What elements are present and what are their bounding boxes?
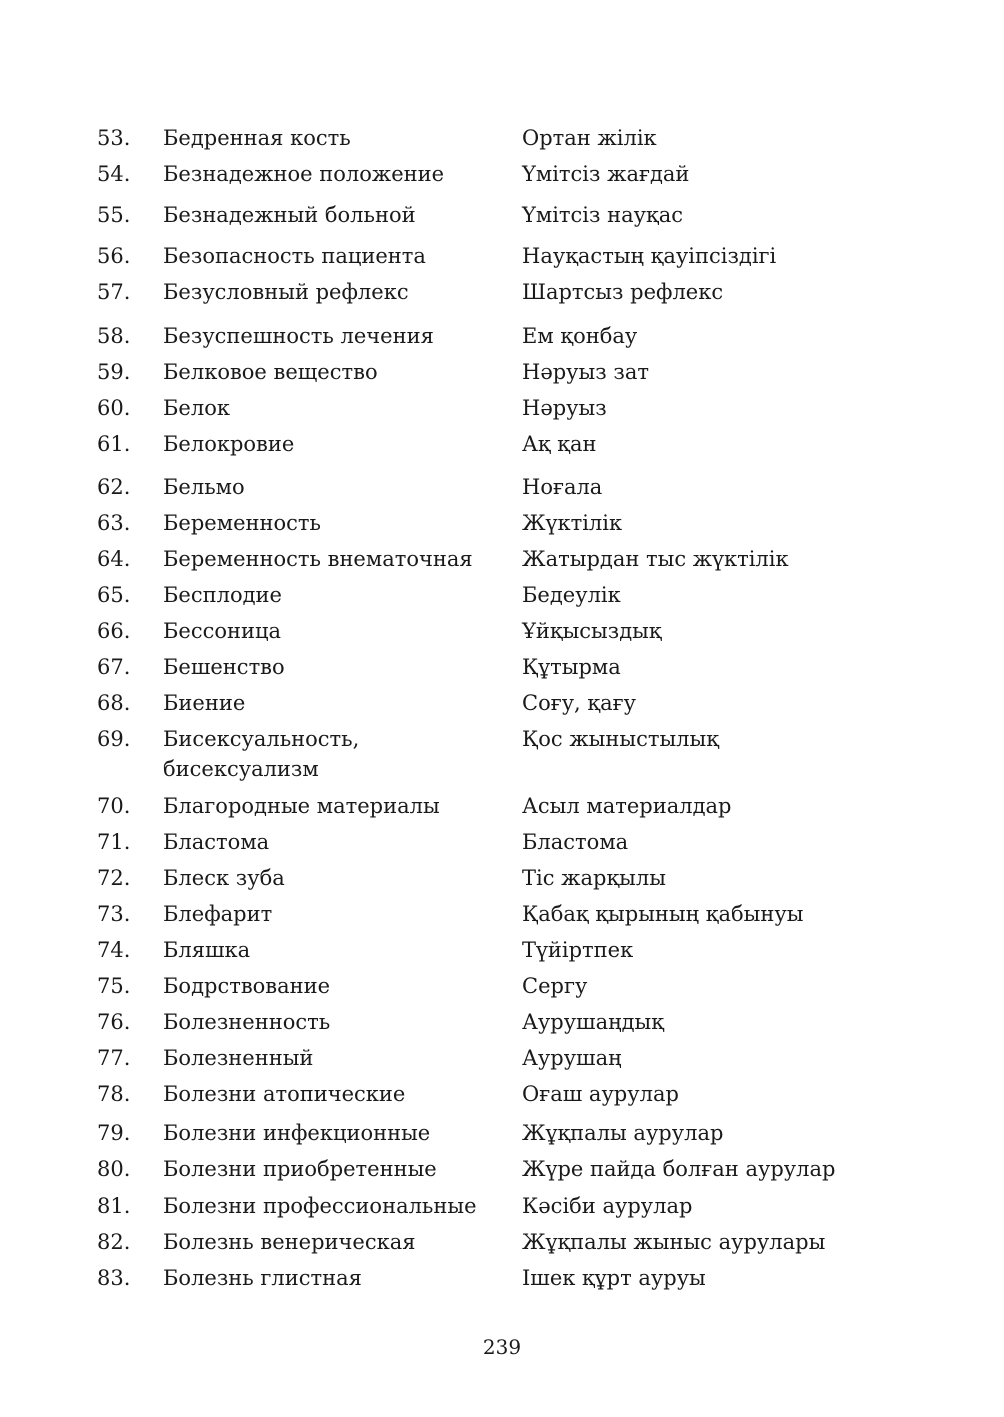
- kazakh-term: Соғу, қағу: [522, 691, 637, 715]
- kazakh-term: Ортан жілік: [522, 126, 657, 150]
- kazakh-term: Ноғала: [522, 475, 603, 499]
- kazakh-term: Ішек құрт ауруы: [522, 1266, 706, 1290]
- entry-number: 75.: [97, 974, 131, 998]
- entry-number: 68.: [97, 691, 131, 715]
- entry-number: 81.: [97, 1194, 131, 1218]
- kazakh-term: Ұйқысыздық: [522, 619, 662, 643]
- entry-number: 60.: [97, 396, 131, 420]
- kazakh-term: Нәруыз зат: [522, 360, 649, 384]
- russian-term: Блефарит: [163, 902, 273, 926]
- entry-number: 74.: [97, 938, 131, 962]
- kazakh-term: Бластома: [522, 830, 629, 854]
- entry-number: 53.: [97, 126, 131, 150]
- kazakh-term: Жұқпалы аурулар: [522, 1121, 724, 1145]
- kazakh-term: Бедеулік: [522, 583, 621, 607]
- russian-term: Бессоница: [163, 619, 282, 643]
- entry-number: 80.: [97, 1157, 131, 1181]
- entry-number: 71.: [97, 830, 131, 854]
- kazakh-term: Жүктілік: [522, 511, 623, 535]
- entry-number: 57.: [97, 280, 131, 304]
- russian-term: Бластома: [163, 830, 270, 854]
- russian-term: Болезни атопические: [163, 1082, 406, 1106]
- entry-number: 59.: [97, 360, 131, 384]
- kazakh-term: Аурушаңдық: [522, 1010, 664, 1034]
- russian-term: Болезнь глистная: [163, 1266, 362, 1290]
- entry-number: 62.: [97, 475, 131, 499]
- page-number: 239: [482, 1335, 522, 1359]
- russian-term: Белокровие: [163, 432, 295, 456]
- entry-number: 83.: [97, 1266, 131, 1290]
- kazakh-term: Шартсыз рефлекс: [522, 280, 724, 304]
- entry-number: 55.: [97, 203, 131, 227]
- kazakh-term: Жүре пайда болған аурулар: [522, 1157, 836, 1181]
- entry-number: 58.: [97, 324, 131, 348]
- entry-number: 61.: [97, 432, 131, 456]
- russian-term: Беременность внематочная: [163, 547, 473, 571]
- russian-term: Безнадежный больной: [163, 203, 416, 227]
- kazakh-term: Сергу: [522, 974, 588, 998]
- kazakh-term: Тіс жарқылы: [522, 866, 666, 890]
- russian-term: Бляшка: [163, 938, 251, 962]
- entry-number: 69.: [97, 727, 131, 751]
- russian-term: Болезненность: [163, 1010, 331, 1034]
- kazakh-term: Құтырма: [522, 655, 621, 679]
- russian-term: Безусловный рефлекс: [163, 280, 409, 304]
- kazakh-term: Нәруыз: [522, 396, 607, 420]
- entry-number: 66.: [97, 619, 131, 643]
- russian-term: Безопасность пациента: [163, 244, 426, 268]
- russian-term: Безуспешность лечения: [163, 324, 434, 348]
- russian-term: Белковое вещество: [163, 360, 378, 384]
- kazakh-term: Жатырдан тыс жүктілік: [522, 547, 789, 571]
- russian-term: Бешенство: [163, 655, 285, 679]
- russian-term: Беременность: [163, 511, 321, 535]
- kazakh-term: Қабақ қырының қабынуы: [522, 902, 804, 926]
- kazakh-term: Кәсіби аурулар: [522, 1194, 693, 1218]
- entry-number: 73.: [97, 902, 131, 926]
- russian-term: Блеск зуба: [163, 866, 285, 890]
- entry-number: 54.: [97, 162, 131, 186]
- kazakh-term: Түйіртпек: [522, 938, 634, 962]
- russian-term: Бисексуальность, бисексуализм: [163, 727, 360, 781]
- russian-term: Болезни приобретенные: [163, 1157, 437, 1181]
- kazakh-term: Аурушаң: [522, 1046, 622, 1070]
- kazakh-term: Ем қонбау: [522, 324, 638, 348]
- entry-number: 76.: [97, 1010, 131, 1034]
- russian-term: Белок: [163, 396, 230, 420]
- kazakh-term: Қос жыныстылық: [522, 727, 719, 751]
- russian-term: Бельмо: [163, 475, 245, 499]
- entry-number: 78.: [97, 1082, 131, 1106]
- entry-number: 77.: [97, 1046, 131, 1070]
- entry-number: 65.: [97, 583, 131, 607]
- entry-number: 63.: [97, 511, 131, 535]
- kazakh-term: Асыл материалдар: [522, 794, 732, 818]
- russian-term: Бедренная кость: [163, 126, 351, 150]
- entry-number: 67.: [97, 655, 131, 679]
- russian-term: Болезнь венерическая: [163, 1230, 416, 1254]
- russian-term: Бесплодие: [163, 583, 282, 607]
- entry-number: 56.: [97, 244, 131, 268]
- russian-term: Болезненный: [163, 1046, 314, 1070]
- entry-number: 82.: [97, 1230, 131, 1254]
- entry-number: 72.: [97, 866, 131, 890]
- kazakh-term: Науқастың қауіпсіздігі: [522, 244, 777, 268]
- entry-number: 64.: [97, 547, 131, 571]
- russian-term: Благородные материалы: [163, 794, 440, 818]
- entry-number: 79.: [97, 1121, 131, 1145]
- kazakh-term: Оғаш аурулар: [522, 1082, 679, 1106]
- russian-term: Биение: [163, 691, 246, 715]
- russian-term: Болезни профессиональные: [163, 1194, 477, 1218]
- kazakh-term: Үмітсіз жағдай: [522, 162, 690, 186]
- kazakh-term: Үмітсіз науқас: [522, 203, 684, 227]
- kazakh-term: Жұқпалы жыныс аурулары: [522, 1230, 826, 1254]
- entry-number: 70.: [97, 794, 131, 818]
- russian-term: Болезни инфекционные: [163, 1121, 431, 1145]
- russian-term: Бодрствование: [163, 974, 331, 998]
- kazakh-term: Ақ қан: [522, 432, 597, 456]
- russian-term: Безнадежное положение: [163, 162, 445, 186]
